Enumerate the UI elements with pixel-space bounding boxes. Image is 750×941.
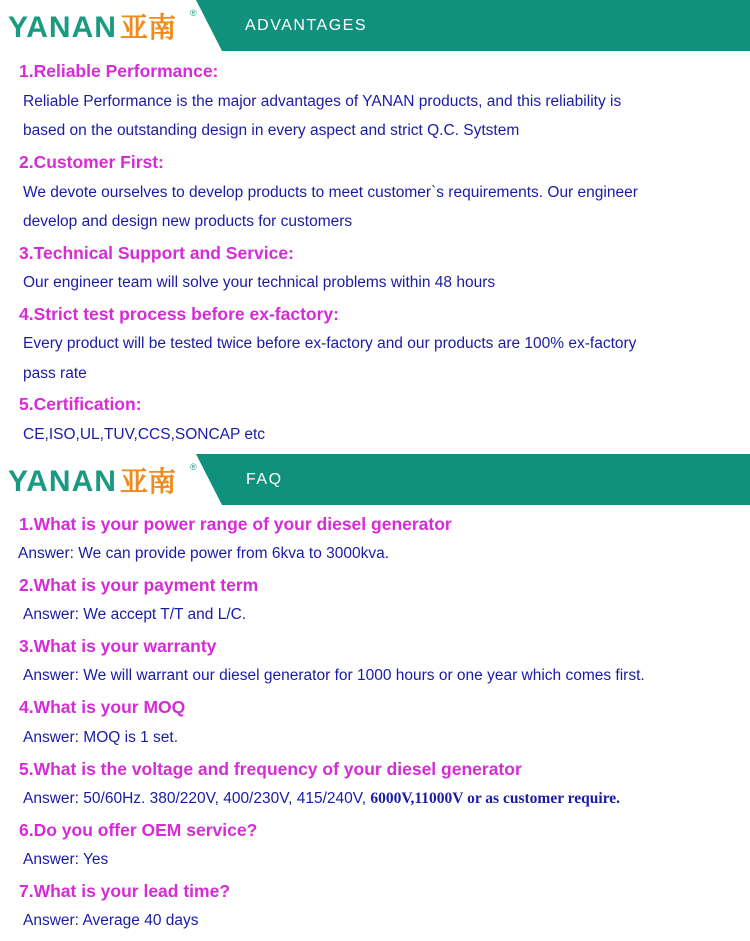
faq-question: 7.What is your lead time? (19, 881, 231, 901)
advantage-text: Every product will be tested twice before ex-factory and our products are 100% ex-factory (23, 335, 637, 352)
registered-mark: ® (190, 8, 197, 18)
advantage-heading: 5.Certification: (19, 394, 142, 414)
advantage-text: pass rate (23, 365, 87, 382)
faq-question: 6.Do you offer OEM service? (19, 820, 258, 840)
faq-question: 5.What is the voltage and frequency of your diesel generator (19, 759, 522, 779)
yanan-logo (0, 454, 222, 505)
faq-answer: Answer: Yes (23, 851, 109, 868)
logo-latin: YANAN (8, 11, 117, 44)
faq-title: FAQ (246, 471, 283, 488)
faq-answer: Answer: Average 40 days (23, 912, 199, 929)
faq-question: 2.What is your payment term (19, 575, 259, 595)
faq-answer: Answer: We can provide power from 6kva to 3000kva. (18, 545, 390, 562)
logo-graphic (0, 454, 222, 505)
faq-answer: Answer: MOQ is 1 set. (23, 729, 179, 746)
advantage-text: Reliable Performance is the major advantages of YANAN products, and this reliability is (23, 93, 622, 110)
advantage-text: Our engineer team will solve your technical problems within 48 hours (23, 274, 496, 291)
logo-chinese: 亚南 (120, 11, 177, 44)
logo-latin: YANAN (8, 465, 117, 498)
registered-mark: ® (190, 462, 197, 472)
faq-answer-text: Answer: 50/60Hz. 380/220V, 400/230V, 415/240V, (23, 790, 367, 807)
faq-question: 4.What is your MOQ (19, 697, 186, 717)
advantage-text: CE,ISO,UL,TUV,CCS,SONCAP etc (23, 426, 266, 443)
faq-question: 1.What is your power range of your diesel generator (19, 514, 452, 534)
faq-answer-extra: 6000V,11000V or as customer require. (370, 790, 621, 807)
advantage-text: develop and design new products for customers (23, 213, 353, 230)
advantage-heading: 1.Reliable Performance: (19, 61, 219, 81)
advantages-title: ADVANTAGES (245, 17, 367, 34)
faq-question: 3.What is your warranty (19, 636, 217, 656)
yanan-logo (0, 0, 222, 51)
faq-answer: Answer: We accept T/T and L/C. (23, 606, 247, 623)
faq-answer (23, 790, 620, 808)
advantage-heading: 2.Customer First: (19, 152, 164, 172)
faq-answer: Answer: We will warrant our diesel generator for 1000 hours or one year which comes first. (23, 667, 645, 684)
logo-chinese: 亚南 (120, 465, 177, 498)
advantage-text: We devote ourselves to develop products to meet customer`s requirements. Our engineer (23, 184, 638, 201)
logo-graphic (0, 0, 222, 51)
advantage-heading: 4.Strict test process before ex-factory: (19, 304, 339, 324)
faq-banner (0, 454, 750, 505)
advantage-heading: 3.Technical Support and Service: (19, 243, 294, 263)
advantage-text: based on the outstanding design in every aspect and strict Q.C. Sytstem (23, 122, 520, 139)
advantages-banner (0, 0, 750, 51)
